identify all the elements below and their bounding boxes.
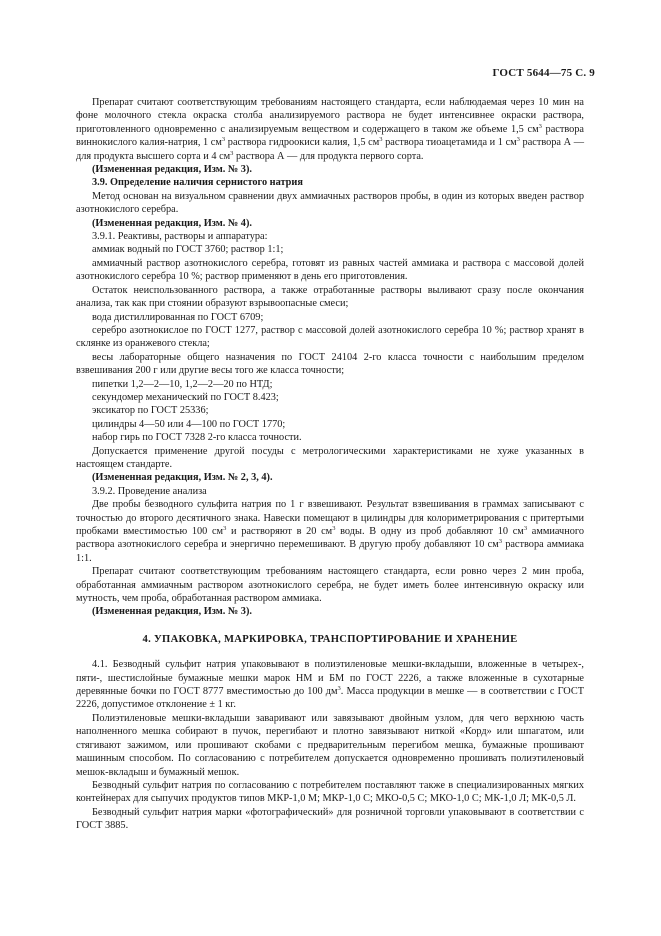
paragraph: весы лабораторные общего назначения по ГОСТ 24104 2-го класса точности с наибольшим пределом взвешивания 200 г или другие весы того же класса точности;	[76, 351, 584, 377]
paragraph: 3.9.1. Реактивы, растворы и аппаратура:	[92, 231, 268, 243]
paragraph: аммиак водный по ГОСТ 3760; раствор 1:1;	[92, 244, 284, 256]
paragraph: Метод основан на визуальном сравнении двух аммиачных растворов пробы, в один из которых введен раствор азотнокислого серебра.	[76, 190, 584, 216]
bold-paragraph: (Измененная редакция, Изм. № 2, 3, 4).	[92, 472, 273, 484]
paragraph: аммиачный раствор азотнокислого серебра, готовят из равных частей аммиака и раствора с массовой долей азотнокислого серебра 10 %; раствор применяют в день его приготовления.	[76, 257, 584, 283]
document-body	[76, 96, 584, 833]
section-4-title: 4. УПАКОВКА, МАРКИРОВКА, ТРАНСПОРТИРОВАНИЕ И ХРАНЕНИЕ	[142, 633, 518, 645]
paragraph: серебро азотнокислое по ГОСТ 1277, раствор с массовой долей азотнокислого серебра 10 %; раствор хранят в склянке из оранжевого стекла;	[76, 324, 584, 350]
paragraph: Полиэтиленовые мешки-вкладыши заваривают или завязывают двойным узлом, для чего верхнюю часть наполненного мешка собирают в пучок, перегибают и плотно завязывают ниткой «Корд» или шпагатом, или стягивают зажимом, или прошивают скобами с предварительным перегибом мешка, бумажные прошивают машинным способом. По согласованию с потребителем допускается одновременно прошивать полиэтиленовый мешок-вкладыш и бумажный мешок.	[76, 712, 584, 778]
section-4-content	[76, 658, 584, 832]
paragraph: цилиндры 4—50 или 4—100 по ГОСТ 1770;	[92, 418, 286, 430]
paragraph: Две пробы безводного сульфита натрия по 1 г взвешивают. Результат взвешивания в граммах записывают с точностью до второго десятичного знака. Навески помещают в цилиндры для колориметрирования с притертыми пробками вместимостью 100 $см^3$ и растворяют в 20 $см^3$ воды. В одну из проб добавляют 10 $см^3$ аммиачного раствора азотнокислого серебра и энергично перемешивают. В другую пробу добавляют 10 $см^3$ раствора аммиака 1:1.	[76, 499, 584, 564]
section-3-content	[76, 96, 584, 619]
paragraph: Допускается применение другой посуды с метрологическими характеристиками не хуже указанных в настоящем стандарте.	[76, 445, 584, 470]
paragraph: 3.9.2. Проведение анализа	[92, 485, 207, 497]
paragraph: Безводный сульфит натрия по согласованию с потребителем поставляют также в специализированных мягких контейнерах для сыпучих продуктов типов МКР-1,0 М; МКР-1,0 С; МКО-0,5 С; МКО-1,0 С; МК-1,0 Л; МК-0,5 Л.	[76, 779, 584, 805]
paragraph: эксикатор по ГОСТ 25336;	[92, 405, 209, 417]
bold-paragraph: (Измененная редакция, Изм. № 3).	[92, 606, 252, 618]
page-header: ГОСТ 5644—75 С. 9	[492, 67, 595, 79]
paragraph: пипетки 1,2—2—10, 1,2—2—20 по НТД;	[92, 378, 273, 390]
paragraph: Остаток неиспользованного раствора, а также отработанные растворы выливают сразу после окончания анализа, так как при стоянии образуют взрывоопасные смеси;	[76, 284, 584, 310]
paragraph: Препарат считают соответствующим требованиям настоящего стандарта, если наблюдаемая через 10 мин на фоне молочного стекла окраска столба анализируемого раствора не будет интенсивнее окраски раствора, приготовленного одновременно с анализируемым веществом и содержащего в таком же объеме 1,5 $см^3$ раствора виннокислого калия-натрия, 1 $см^3$ раствора гидроокиси калия, 1,5 $см^3$ раствора тиоацетамида и 1 $см^3$ раствора А — для продукта высшего сорта и 4 $см^3$ раствора А — для продукта первого сорта.	[76, 97, 585, 162]
paragraph: Безводный сульфит натрия марки «фотографический» для розничной торговли упаковывают в соответствии с ГОСТ 3885.	[76, 806, 584, 832]
bold-paragraph: (Измененная редакция, Изм. № 3).	[92, 164, 252, 176]
paragraph: набор гирь по ГОСТ 7328 2-го класса точности.	[92, 432, 302, 444]
paragraph: секундомер механический по ГОСТ 8.423;	[92, 391, 279, 403]
paragraph: вода дистиллированная по ГОСТ 6709;	[92, 311, 264, 323]
paragraph: Препарат считают соответствующим требованиям настоящего стандарта, если ровно через 2 мин проба, обработанная аммиачным раствором азотнокислого серебра, не будет иметь более интенсивную окраску или мутность, чем проба, обработанная раствором аммиака.	[76, 566, 584, 605]
bold-paragraph: 3.9. Определение наличия сернистого натрия	[92, 177, 303, 189]
paragraph: 4.1. Безводный сульфит натрия упаковывают в полиэтиленовые мешки-вкладыши, вложенные в четырех-, пяти-, шестислойные бумажные мешки марок НМ и БМ по ГОСТ 2226, а также вложенные в сухотарные деревянные бочки по ГОСТ 8777 вместимостью до 100 $дм^3$. Масса продукции в мешке — в соответствии с ГОСТ 2226, допустимое отклонение ± 1 кг.	[76, 659, 584, 711]
bold-paragraph: (Измененная редакция, Изм. № 4).	[92, 217, 252, 229]
